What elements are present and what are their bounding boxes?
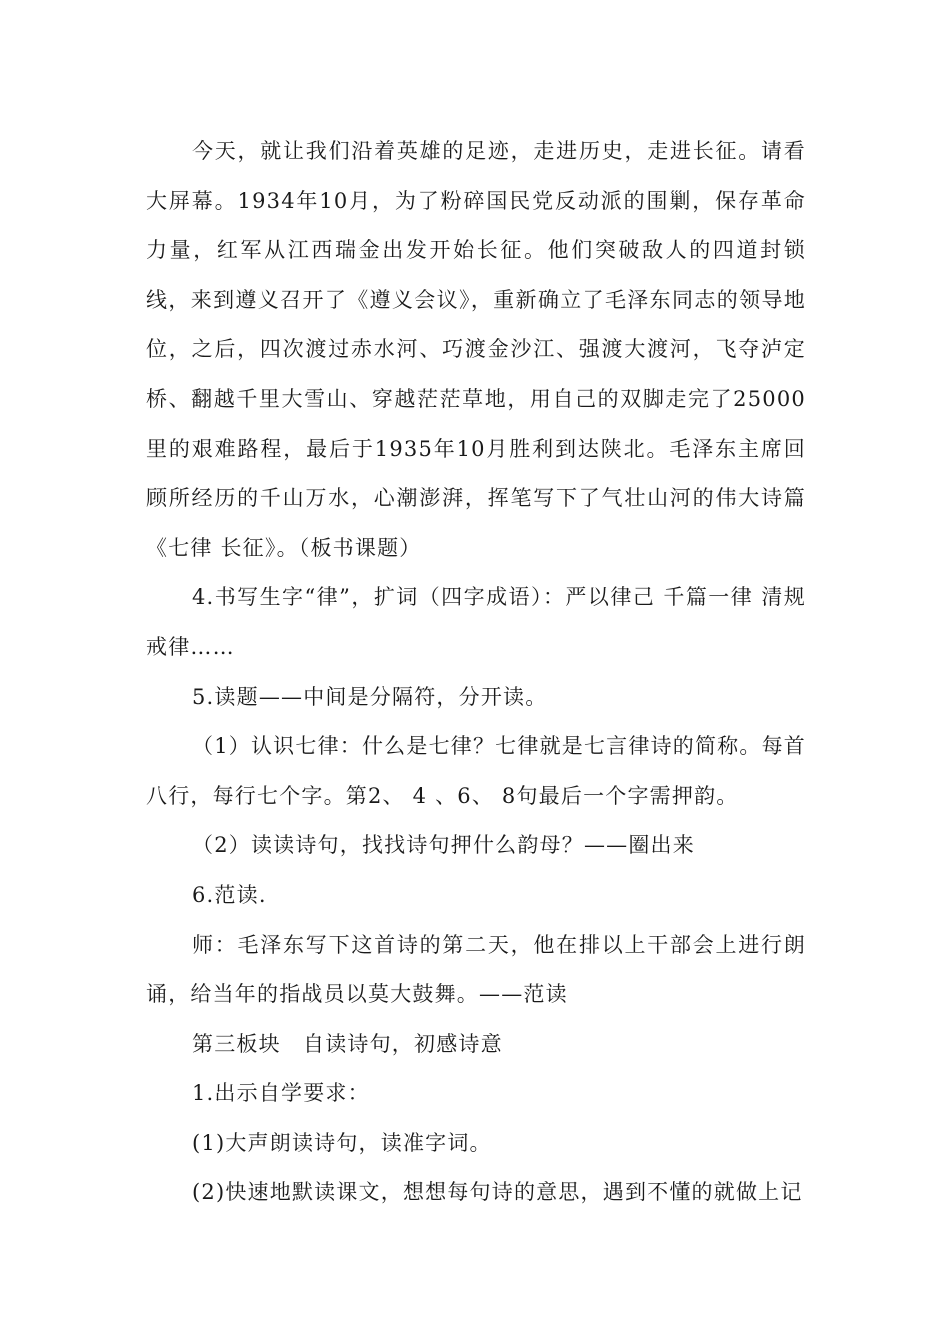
list-item-silent-read: (2)快速地默读课文，想想每句诗的意思，遇到不懂的就做上记 bbox=[192, 1180, 803, 1205]
section-heading-third-block: 第三板块 自读诗句，初感诗意 bbox=[192, 1031, 503, 1056]
paragraph-read-title: 5.读题——中间是分隔符，分开读。 bbox=[192, 684, 548, 709]
paragraph-find-rhyme: （2）读读诗句，找找诗句押什么韵母？——圈出来 bbox=[192, 833, 695, 858]
paragraph-write-character: 4.书写生字“律”，扩词（四字成语）：严以律己 千篇一律 清规戒律…… bbox=[146, 585, 806, 659]
document-body bbox=[146, 127, 806, 1218]
paragraph-long-march-intro: 今天，就让我们沿着英雄的足迹，走进历史，走进长征。请看大屏幕。1934年10月，为了粉碎国民党反动派的围剿，保存革命力量，红军从江西瑞金出发开始长征。他们突破敌人的四道封锁线，来到遵义召开了《遵义会议》，重新确立了毛泽东同志的领导地位，之后，四次渡过赤水河、巧渡金沙江、强渡大渡河，飞夺泸定桥、翻越千里大雪山、穿越茫茫草地，用自己的双脚走完了25000里的艰难路程，最后于1935年10月胜利到达陕北。毛泽东主席回顾所经历的千山万水，心潮澎湃，挥笔写下了气壮山河的伟大诗篇《七律 长征》。（板书课题） bbox=[146, 139, 806, 560]
paragraph-model-reading: 6.范读. bbox=[192, 882, 267, 907]
paragraph-qilv-definition: （1）认识七律：什么是七律？七律就是七言律诗的简称。每首八行，每行七个字。第2、 4 、6、 8句最后一个字需押韵。 bbox=[146, 734, 806, 808]
list-item-read-aloud: (1)大声朗读诗句，读准字词。 bbox=[192, 1130, 492, 1155]
paragraph-self-study-requirements: 1.出示自学要求： bbox=[192, 1081, 370, 1106]
paragraph-teacher-note: 师：毛泽东写下这首诗的第二天，他在排以上干部会上进行朗诵，给当年的指战员以莫大鼓舞。——范读 bbox=[146, 932, 806, 1007]
